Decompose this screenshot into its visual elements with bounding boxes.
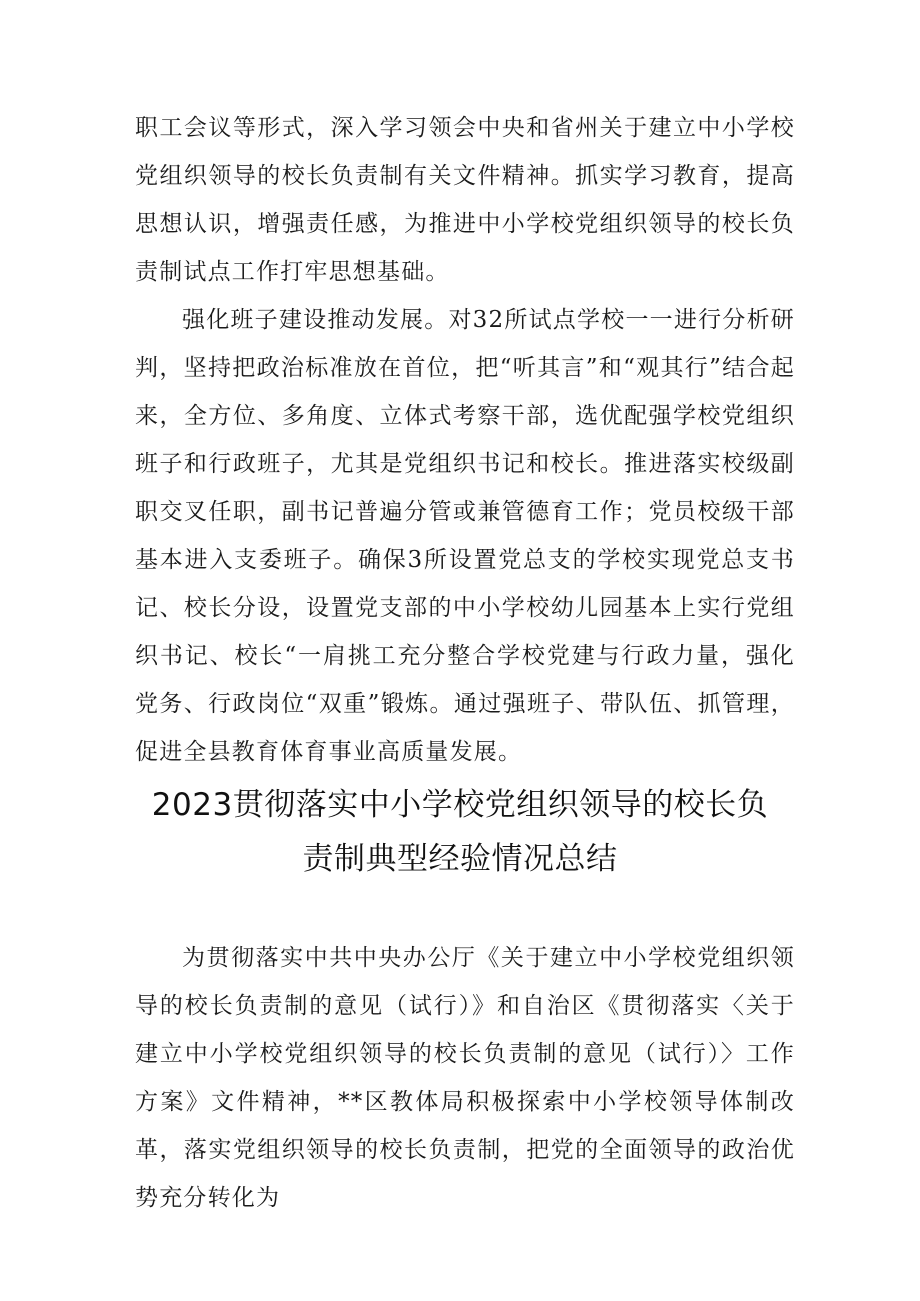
document-title — [100, 778, 820, 886]
paragraph-continuation: 职工会议等形式，深入学习领会中央和省州关于建立中小学校党组织领导的校长负责制有关文件精神。抓实学习教育，提高思想认识，增强责任感，为推进中小学校党组织领导的校长负责制试点工作打牢思想基础。 — [135, 115, 795, 285]
title-line-1: 2023贯彻落实中小学校党组织领导的校长负 — [151, 787, 769, 823]
paragraph-intro: 为贯彻落实中共中央办公厅《关于建立中小学校党组织领导的校长负责制的意见（试行）》和自治区《贯彻落实〈关于建立中小学校党组织领导的校长负责制的意见（试行）〉工作方案》文件精神，**区教体局积极探索中小学校领导体制改革，落实党组织领导的校长负责制，把党的全面领导的政治优势充分转化为 — [135, 945, 795, 1211]
paragraph-team-building: 强化班子建设推动发展。对32所试点学校一一进行分析研判，坚持把政治标准放在首位，把“听其言”和“观其行”结合起来，全方位、多角度、立体式考察干部，选优配强学校党组织班子和行政班子，尤其是党组织书记和校长。推进落实校级副职交叉任职，副书记普遍分管或兼管德育工作；党员校级干部基本进入支委班子。确保3所设置党总支的学校实现党总支书记、校长分设，设置党支部的中小学校幼儿园基本上实行党组织书记、校长“一肩挑工充分整合学校党建与行政力量，强化党务、行政岗位“双重”锻炼。通过强班子、带队伍、抓管理，促进全县教育体育事业高质量发展。 — [135, 307, 795, 765]
title-line-2: 责制典型经验情况总结 — [302, 841, 618, 877]
